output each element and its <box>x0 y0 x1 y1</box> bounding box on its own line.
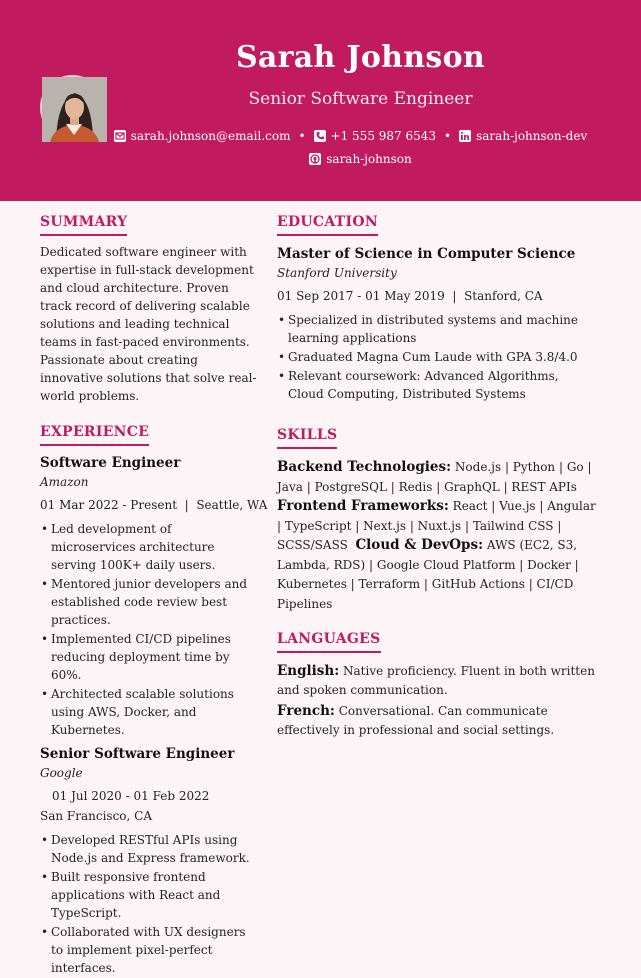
education-bullets <box>277 311 597 403</box>
list-item: • Mentored junior developers and established code review best practices. <box>40 575 258 629</box>
email-icon <box>114 130 126 142</box>
email-text[interactable]: sarah.johnson@email.com <box>130 129 291 143</box>
skills-heading: SKILLS <box>277 427 337 449</box>
skill-group-items: AWS (EC2, S3, Lambda, RDS) | Google Cloud Platform | Docker | Kubernetes | Terraform | GitHub Actions | CI/CD Pipelines <box>277 538 579 611</box>
list-item: • Developed RESTful APIs using Node.js and Express framework. <box>40 831 258 867</box>
contact-row-primary <box>0 129 641 143</box>
job-bullets <box>40 831 258 977</box>
education-section <box>277 211 597 403</box>
school-name: Stanford University <box>277 266 397 280</box>
github-contact[interactable] <box>309 152 412 166</box>
skill-group-label: Cloud & DevOps: <box>355 537 484 553</box>
languages-section <box>277 628 597 739</box>
language-entry <box>277 662 597 699</box>
email-contact[interactable] <box>114 129 291 143</box>
contact-separator: • <box>298 129 306 143</box>
list-item: • Built responsive frontend applications with React and TypeScript. <box>40 868 258 922</box>
summary-text: Dedicated software engineer with expertise in full-stack development and cloud architecture. Proven track record of delivering scalable solutions and leading technical teams in fast-paced environments. Passionate about creating innovative solutions that solve real-world problems. <box>40 245 257 403</box>
linkedin-icon <box>459 130 471 142</box>
resume-header <box>0 0 641 201</box>
candidate-name: Sarah Johnson <box>235 40 486 75</box>
job-title: Senior Software Engineer <box>40 746 235 762</box>
contact-separator: • <box>444 129 452 143</box>
skill-group-items: React | Vue.js | Angular | TypeScript | Next.js | Nuxt.js | Tailwind CSS | SCSS/SASS <box>277 499 596 552</box>
phone-icon <box>314 130 326 142</box>
language-desc: Conversational. Can communicate effectively in professional and social settings. <box>277 704 555 737</box>
job-dates: 01 Jul 2020 - 01 Feb 2022 <box>52 789 210 803</box>
linkedin-text[interactable]: sarah-johnson-dev <box>476 129 588 143</box>
left-column <box>40 201 268 978</box>
list-item: • Implemented CI/CD pipelines reducing deployment time by 60%. <box>40 630 258 684</box>
experience-heading: EXPERIENCE <box>40 424 149 446</box>
job-entry <box>40 455 268 739</box>
right-column <box>277 201 597 739</box>
language-name: French: <box>277 703 335 719</box>
skill-group-label: Backend Technologies: <box>277 459 452 475</box>
github-icon <box>309 153 321 165</box>
candidate-role: Senior Software Engineer <box>248 89 473 109</box>
degree-title: Master of Science in Computer Science <box>277 246 576 262</box>
job-location: San Francisco, CA <box>40 809 153 823</box>
education-heading: EDUCATION <box>277 214 378 236</box>
skills-text <box>277 458 597 614</box>
list-item: • Specialized in distributed systems and machine learning applications <box>277 311 597 347</box>
list-item: • Collaborated with UX designers to implement pixel-perfect interfaces. <box>40 923 258 977</box>
linkedin-contact[interactable] <box>459 129 587 143</box>
contact-row-secondary <box>0 152 641 166</box>
list-item: • Graduated Magna Cum Laude with GPA 3.8/4.0 <box>277 348 597 366</box>
phone-contact[interactable] <box>314 129 436 143</box>
list-item: • Relevant coursework: Advanced Algorithms, Cloud Computing, Distributed Systems <box>277 367 597 403</box>
language-name: English: <box>277 663 340 679</box>
phone-text[interactable]: +1 555 987 6543 <box>330 129 437 143</box>
skill-group-label: Frontend Frameworks: <box>277 498 449 514</box>
github-text[interactable]: sarah-johnson <box>326 152 412 166</box>
education-meta: 01 Sep 2017 - 01 May 2019 | Stanford, CA <box>277 289 543 303</box>
summary-section <box>40 211 258 405</box>
job-title: Software Engineer <box>40 455 181 471</box>
summary-heading: SUMMARY <box>40 214 127 236</box>
language-entry <box>277 702 597 739</box>
skill-group-items: Node.js | Python | Go | Java | PostgreSQL | Redis | GraphQL | REST APIs <box>277 460 592 494</box>
skills-section <box>277 424 597 614</box>
list-item: • Led development of microservices architecture serving 100K+ daily users. <box>40 520 258 574</box>
job-meta: 01 Mar 2022 - Present | Seattle, WA <box>40 498 268 512</box>
job-bullets <box>40 520 258 739</box>
language-desc: Native proficiency. Fluent in both written and spoken communication. <box>277 664 595 697</box>
experience-section <box>40 421 268 977</box>
list-item: • Architected scalable solutions using AWS, Docker, and Kubernetes. <box>40 685 258 739</box>
job-company: Google <box>40 766 83 780</box>
languages-heading: LANGUAGES <box>277 631 381 653</box>
job-entry <box>40 746 258 977</box>
job-company: Amazon <box>40 475 89 489</box>
